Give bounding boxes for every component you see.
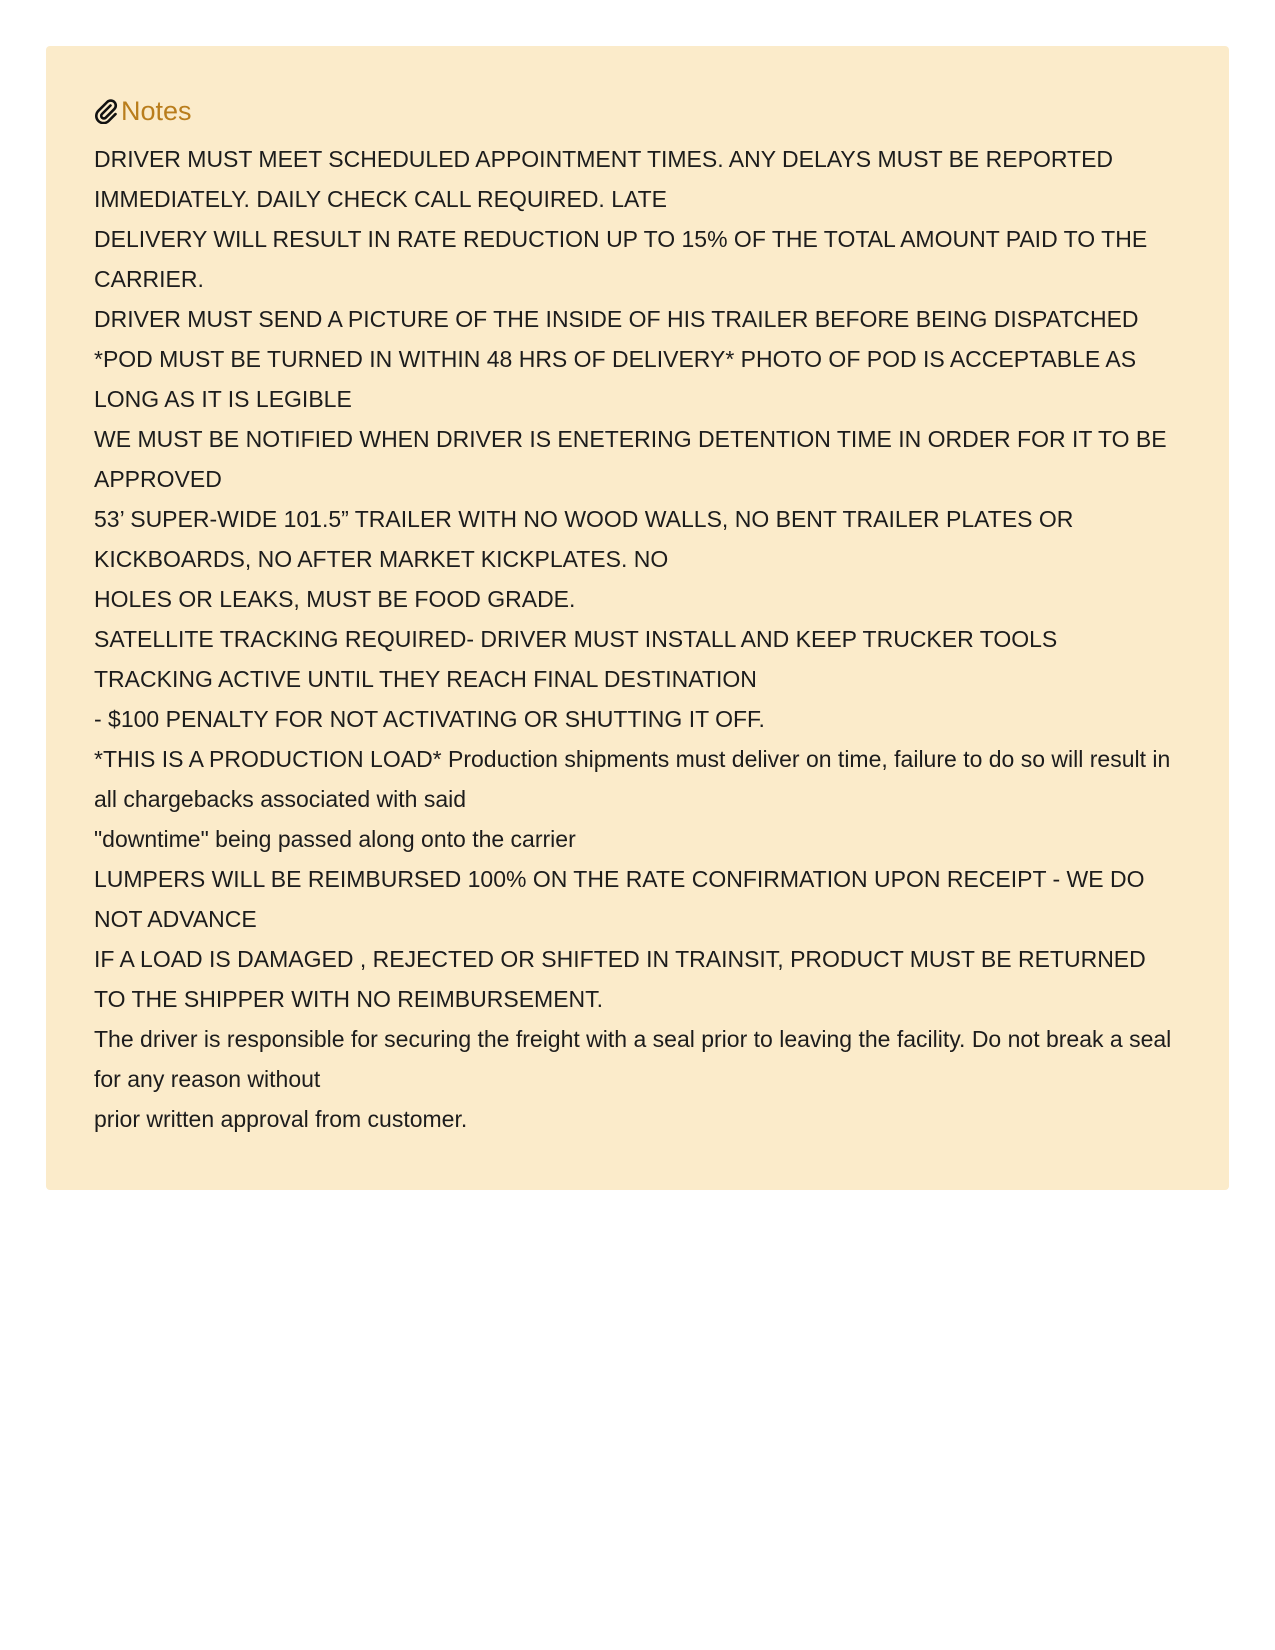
note-line: DRIVER MUST MEET SCHEDULED APPOINTMENT TIMES. ANY DELAYS MUST BE REPORTED IMMEDIATELY. DAILY CHECK CALL REQUIRED. LATE (94, 146, 1114, 212)
paperclip-icon (94, 98, 118, 124)
note-line: *POD MUST BE TURNED IN WITHIN 48 HRS OF DELIVERY* PHOTO OF POD IS ACCEPTABLE AS LONG AS IT IS LEGIBLE (94, 346, 1137, 412)
note-line: - $100 PENALTY FOR NOT ACTIVATING OR SHUTTING IT OFF. (94, 706, 765, 732)
note-line: WE MUST BE NOTIFIED WHEN DRIVER IS ENETERING DETENTION TIME IN ORDER FOR IT TO BE APPROVED (94, 426, 1167, 492)
note-line: LUMPERS WILL BE REIMBURSED 100% ON THE RATE CONFIRMATION UPON RECEIPT - WE DO NOT ADVANCE (94, 866, 1145, 932)
note-line: The driver is responsible for securing the freight with a seal prior to leaving the facility. Do not break a seal for any reason without (94, 1026, 1172, 1092)
note-line: SATELLITE TRACKING REQUIRED- DRIVER MUST INSTALL AND KEEP TRUCKER TOOLS TRACKING ACTIVE UNTIL THEY REACH FINAL DESTINATION (94, 626, 1058, 692)
note-line: DELIVERY WILL RESULT IN RATE REDUCTION UP TO 15% OF THE TOTAL AMOUNT PAID TO THE CARRIER. (94, 226, 1148, 292)
notes-list (94, 139, 1182, 1139)
notes-panel (46, 46, 1229, 1190)
notes-title: Notes (121, 96, 192, 126)
note-line: IF A LOAD IS DAMAGED , REJECTED OR SHIFTED IN TRAINSIT, PRODUCT MUST BE RETURNED TO THE SHIPPER WITH NO REIMBURSEMENT. (94, 946, 1146, 1012)
note-line: HOLES OR LEAKS, MUST BE FOOD GRADE. (94, 586, 576, 612)
notes-header (94, 92, 1182, 130)
note-line: "downtime" being passed along onto the carrier (94, 826, 576, 852)
note-line: *THIS IS A PRODUCTION LOAD* Production shipments must deliver on time, failure to do so will result in all chargebacks associated with said (94, 746, 1171, 812)
note-line: DRIVER MUST SEND A PICTURE OF THE INSIDE OF HIS TRAILER BEFORE BEING DISPATCHED (94, 306, 1139, 332)
note-line: prior written approval from customer. (94, 1106, 468, 1132)
note-line: 53’ SUPER-WIDE 101.5” TRAILER WITH NO WOOD WALLS, NO BENT TRAILER PLATES OR KICKBOARDS, NO AFTER MARKET KICKPLATES. NO (94, 506, 1074, 572)
